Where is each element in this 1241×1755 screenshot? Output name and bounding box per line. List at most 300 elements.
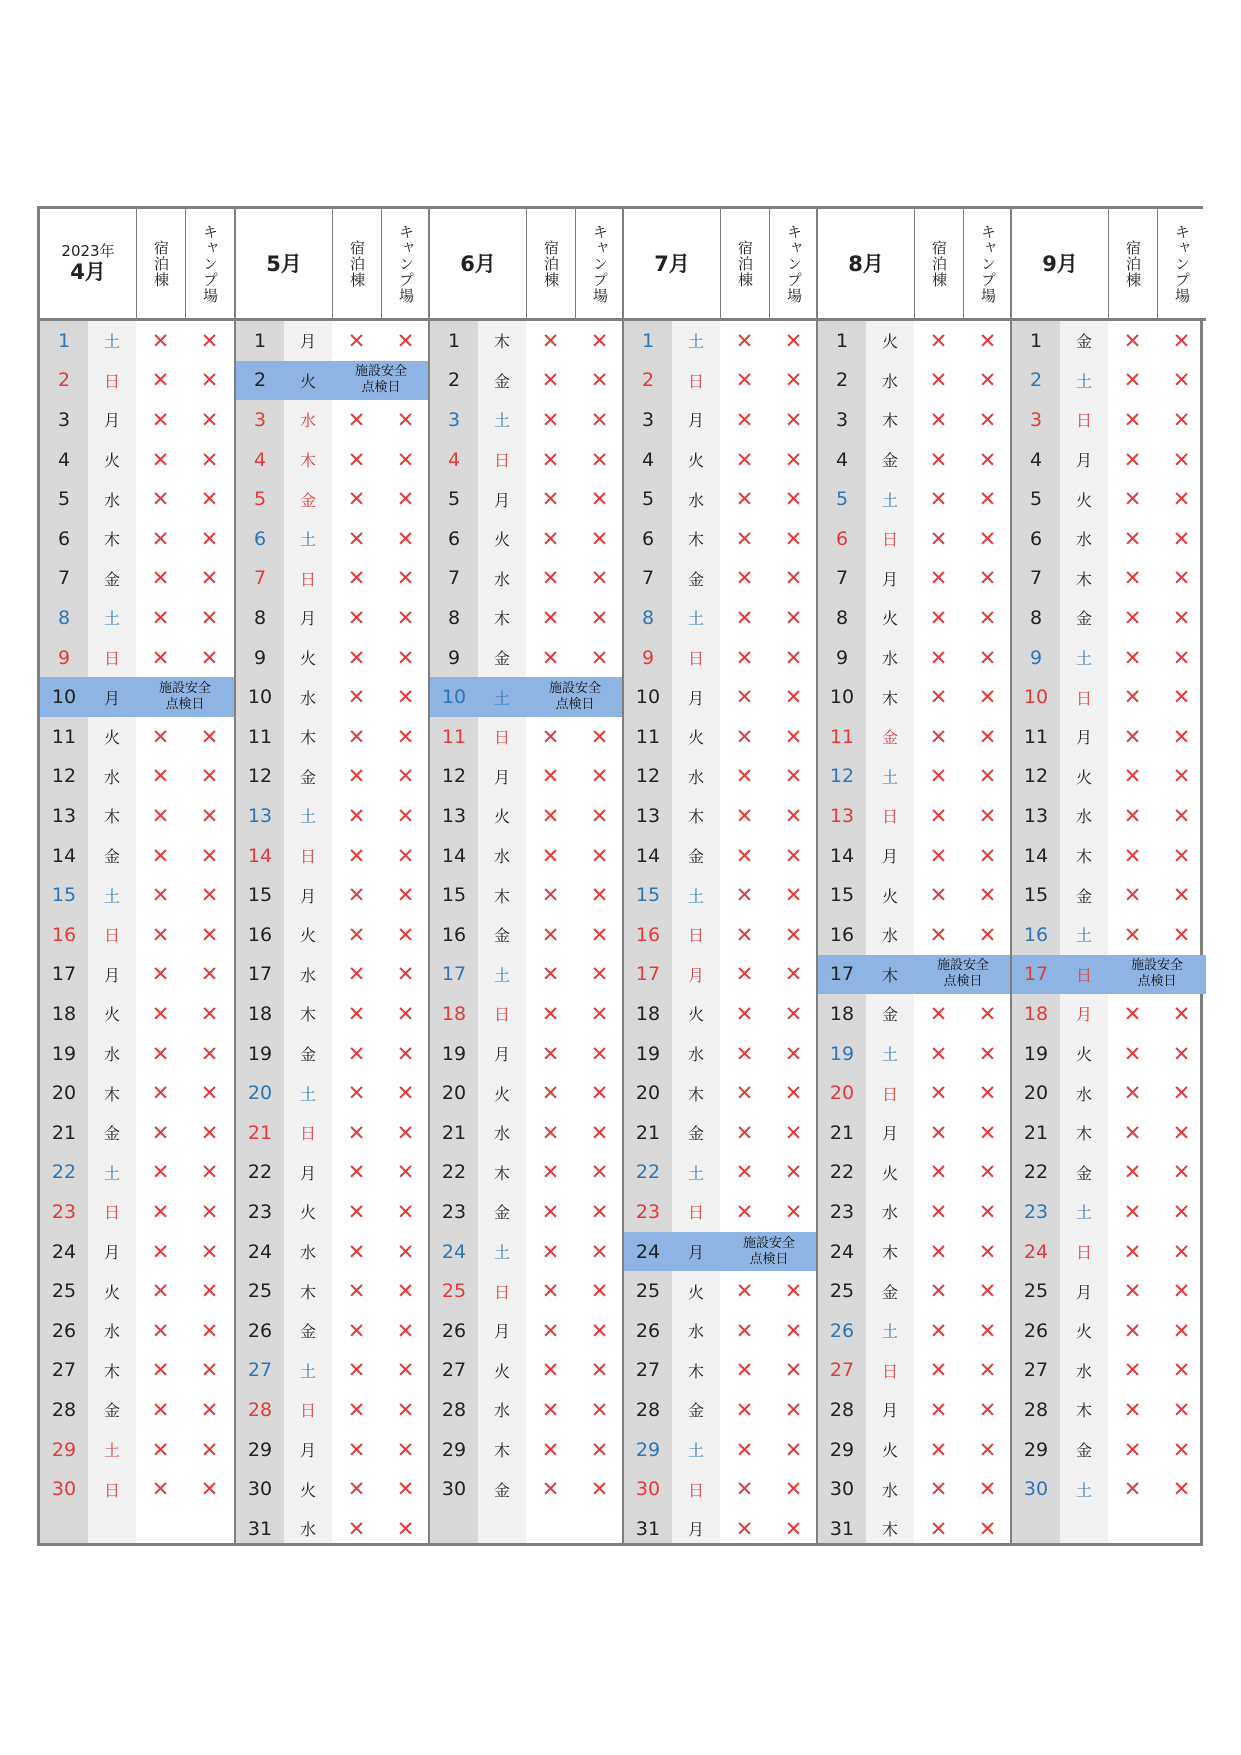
day-row[interactable] — [430, 598, 624, 638]
campsite-closed-mark: ✕ — [396, 1239, 415, 1264]
month-label: 9月 — [1042, 251, 1078, 276]
day-row[interactable] — [624, 440, 818, 480]
day-row[interactable] — [1012, 717, 1206, 757]
day-row[interactable] — [624, 1113, 818, 1153]
day-row[interactable] — [236, 1192, 430, 1232]
campsite-closed-mark: ✕ — [200, 1160, 219, 1185]
date-number: 9 — [641, 646, 655, 669]
day-row[interactable] — [236, 994, 430, 1034]
campsite-closed-mark: ✕ — [978, 1199, 997, 1224]
day-row[interactable] — [624, 1430, 818, 1470]
campsite-closed-mark: ✕ — [396, 1279, 415, 1304]
weekday-label: 水 — [493, 1401, 510, 1421]
day-row[interactable] — [624, 915, 818, 955]
day-row[interactable] — [430, 1073, 624, 1113]
day-row[interactable] — [1012, 519, 1206, 559]
day-row[interactable] — [236, 1153, 430, 1193]
weekday-label: 月 — [687, 688, 704, 708]
day-row[interactable] — [236, 1509, 430, 1549]
inspection-day-row[interactable] — [1012, 955, 1206, 995]
campsite-closed-mark: ✕ — [590, 1397, 609, 1422]
day-row[interactable] — [236, 915, 430, 955]
day-row[interactable] — [624, 519, 818, 559]
day-row[interactable] — [624, 1034, 818, 1074]
campsite-closed-mark: ✕ — [1172, 1477, 1191, 1502]
lodge-closed-mark: ✕ — [541, 487, 560, 512]
day-row[interactable] — [430, 875, 624, 915]
day-row[interactable] — [40, 1390, 234, 1430]
campsite-closed-mark: ✕ — [200, 1397, 219, 1422]
day-row[interactable] — [430, 757, 624, 797]
lodge-closed-mark: ✕ — [929, 487, 948, 512]
day-row[interactable] — [818, 1073, 1012, 1113]
day-row[interactable] — [236, 1430, 430, 1470]
day-row[interactable] — [1012, 1113, 1206, 1153]
inspection-note — [914, 955, 1012, 995]
day-row[interactable] — [430, 1153, 624, 1193]
day-row[interactable] — [818, 479, 1012, 519]
day-row[interactable] — [40, 1192, 234, 1232]
weekday-label: 月 — [881, 1401, 898, 1421]
inspection-day-row[interactable] — [818, 955, 1012, 995]
lodge-closed-mark: ✕ — [735, 1160, 754, 1185]
day-row[interactable] — [1012, 994, 1206, 1034]
campsite-closed-mark: ✕ — [1172, 407, 1191, 432]
day-row[interactable] — [624, 638, 818, 678]
day-row[interactable] — [430, 1271, 624, 1311]
campsite-closed-mark: ✕ — [200, 1239, 219, 1264]
day-row[interactable] — [40, 559, 234, 599]
day-row[interactable] — [236, 1390, 430, 1430]
day-row[interactable] — [1012, 598, 1206, 638]
day-row[interactable] — [430, 717, 624, 757]
weekday-label: 月 — [103, 688, 120, 708]
date-number: 11 — [635, 725, 661, 748]
date-number: 1 — [253, 329, 267, 352]
day-row[interactable] — [1012, 321, 1206, 361]
weekday-label: 月 — [1075, 1282, 1092, 1302]
day-row[interactable] — [430, 519, 624, 559]
day-row[interactable] — [40, 1311, 234, 1351]
campsite-closed-mark: ✕ — [1172, 1279, 1191, 1304]
date-number: 13 — [829, 804, 855, 827]
day-row[interactable] — [430, 955, 624, 995]
day-row[interactable] — [40, 1430, 234, 1470]
day-row[interactable] — [40, 757, 234, 797]
day-row[interactable] — [40, 1351, 234, 1391]
day-row[interactable] — [236, 1351, 430, 1391]
weekday-label: 火 — [103, 451, 120, 471]
day-row[interactable] — [236, 638, 430, 678]
day-row[interactable] — [1012, 1073, 1206, 1113]
day-row[interactable] — [818, 757, 1012, 797]
day-row[interactable] — [1012, 1430, 1206, 1470]
campsite-closed-mark: ✕ — [590, 1001, 609, 1026]
weekday-label: 日 — [493, 1005, 510, 1025]
day-row[interactable] — [1012, 757, 1206, 797]
day-row[interactable] — [624, 559, 818, 599]
weekday-label: 火 — [493, 807, 510, 827]
day-row[interactable] — [1012, 677, 1206, 717]
campsite-closed-mark: ✕ — [784, 1199, 803, 1224]
day-row[interactable] — [818, 1271, 1012, 1311]
day-row[interactable] — [818, 836, 1012, 876]
campsite-closed-mark: ✕ — [784, 1437, 803, 1462]
date-number: 20 — [1023, 1082, 1049, 1105]
date-number: 15 — [829, 884, 855, 907]
day-row[interactable] — [624, 1509, 818, 1549]
day-row[interactable] — [40, 479, 234, 519]
campsite-closed-mark: ✕ — [1172, 922, 1191, 947]
day-row[interactable] — [1012, 836, 1206, 876]
day-row[interactable] — [430, 559, 624, 599]
lodge-closed-mark: ✕ — [735, 764, 754, 789]
inspection-note — [1108, 955, 1206, 995]
day-row[interactable] — [1012, 1192, 1206, 1232]
day-row[interactable] — [624, 1073, 818, 1113]
campsite-closed-mark: ✕ — [1172, 1001, 1191, 1026]
day-row[interactable] — [430, 1232, 624, 1272]
day-row[interactable] — [236, 1469, 430, 1509]
day-row[interactable] — [818, 717, 1012, 757]
day-row[interactable] — [1012, 1351, 1206, 1391]
weekday-label: 火 — [299, 1203, 316, 1223]
day-row[interactable] — [236, 1232, 430, 1272]
day-row[interactable] — [818, 1430, 1012, 1470]
day-row[interactable] — [624, 875, 818, 915]
date-number: 12 — [441, 765, 467, 788]
day-row[interactable] — [624, 955, 818, 995]
campsite-closed-mark: ✕ — [590, 566, 609, 591]
day-row[interactable] — [430, 440, 624, 480]
day-row[interactable] — [624, 717, 818, 757]
day-row[interactable] — [818, 1509, 1012, 1549]
day-row[interactable] — [40, 400, 234, 440]
day-row[interactable] — [818, 1192, 1012, 1232]
day-row[interactable] — [40, 1073, 234, 1113]
day-row[interactable] — [818, 915, 1012, 955]
weekday-label: 木 — [103, 530, 120, 550]
day-row[interactable] — [40, 1271, 234, 1311]
day-row[interactable] — [430, 400, 624, 440]
day-row[interactable] — [40, 1232, 234, 1272]
day-row[interactable] — [430, 1351, 624, 1391]
day-row[interactable] — [624, 796, 818, 836]
day-row[interactable] — [236, 757, 430, 797]
day-row[interactable] — [1012, 638, 1206, 678]
day-row[interactable] — [236, 796, 430, 836]
campsite-closed-mark: ✕ — [590, 962, 609, 987]
day-row[interactable] — [624, 479, 818, 519]
day-row[interactable] — [430, 1469, 624, 1509]
day-row[interactable] — [430, 1192, 624, 1232]
day-row[interactable] — [40, 875, 234, 915]
lodge-closed-mark: ✕ — [541, 883, 560, 908]
lodge-closed-mark: ✕ — [347, 1279, 366, 1304]
day-row[interactable] — [818, 1153, 1012, 1193]
inspection-day-row[interactable] — [624, 1232, 818, 1272]
day-row[interactable] — [430, 1311, 624, 1351]
day-row[interactable] — [40, 440, 234, 480]
campsite-closed-mark: ✕ — [200, 843, 219, 868]
inspection-day-row[interactable] — [430, 677, 624, 717]
day-row[interactable] — [236, 598, 430, 638]
day-row[interactable] — [624, 1311, 818, 1351]
lodge-closed-mark: ✕ — [1123, 645, 1142, 670]
date-number: 29 — [441, 1438, 467, 1461]
weekday-label: 木 — [299, 728, 316, 748]
day-row[interactable] — [818, 1311, 1012, 1351]
day-row[interactable] — [236, 1311, 430, 1351]
date-number: 19 — [829, 1042, 855, 1065]
day-row[interactable] — [818, 559, 1012, 599]
day-row[interactable] — [236, 1073, 430, 1113]
inspection-note-line: 点検日 — [555, 697, 595, 713]
day-row[interactable] — [1012, 1153, 1206, 1193]
day-row[interactable] — [624, 400, 818, 440]
day-row[interactable] — [430, 915, 624, 955]
campsite-header-label: キャンプ場 — [397, 223, 415, 304]
date-number: 20 — [829, 1082, 855, 1105]
weekday-label: 金 — [493, 926, 510, 946]
campsite-closed-mark: ✕ — [396, 1516, 415, 1541]
date-number: 29 — [247, 1438, 273, 1461]
date-number: 25 — [635, 1280, 661, 1303]
campsite-closed-mark: ✕ — [978, 487, 997, 512]
day-row[interactable] — [40, 1113, 234, 1153]
day-row[interactable] — [624, 994, 818, 1034]
day-row[interactable] — [40, 955, 234, 995]
day-row[interactable] — [430, 479, 624, 519]
day-row[interactable] — [818, 796, 1012, 836]
day-row[interactable] — [1012, 361, 1206, 401]
date-number: 16 — [247, 923, 273, 946]
campsite-header-label: キャンプ場 — [979, 223, 997, 304]
weekday-label: 金 — [103, 1401, 120, 1421]
campsite-closed-mark: ✕ — [200, 605, 219, 630]
weekday-label: 月 — [299, 1163, 316, 1183]
campsite-closed-mark: ✕ — [590, 1120, 609, 1145]
day-row[interactable] — [236, 677, 430, 717]
campsite-closed-mark: ✕ — [784, 1160, 803, 1185]
date-number: 27 — [635, 1359, 661, 1382]
lodge-closed-mark: ✕ — [151, 447, 170, 472]
lodge-closed-mark: ✕ — [1123, 1001, 1142, 1026]
day-row[interactable] — [40, 519, 234, 559]
campsite-closed-mark: ✕ — [396, 1318, 415, 1343]
lodge-closed-mark: ✕ — [735, 368, 754, 393]
day-row[interactable] — [236, 955, 430, 995]
lodge-column-header — [332, 209, 381, 318]
day-row[interactable] — [236, 321, 430, 361]
weekday-label: 水 — [881, 371, 898, 391]
lodge-closed-mark: ✕ — [151, 1120, 170, 1145]
day-row[interactable] — [430, 994, 624, 1034]
day-row[interactable] — [818, 1351, 1012, 1391]
day-row[interactable] — [818, 440, 1012, 480]
day-row[interactable] — [818, 677, 1012, 717]
date-number: 4 — [1029, 448, 1043, 471]
day-row[interactable] — [1012, 1311, 1206, 1351]
day-row[interactable] — [624, 836, 818, 876]
day-row[interactable] — [818, 875, 1012, 915]
day-row[interactable] — [624, 1271, 818, 1311]
day-row[interactable] — [40, 994, 234, 1034]
date-number: 22 — [829, 1161, 855, 1184]
day-row[interactable] — [40, 915, 234, 955]
campsite-closed-mark: ✕ — [1172, 487, 1191, 512]
day-row[interactable] — [430, 1430, 624, 1470]
day-row[interactable] — [1012, 796, 1206, 836]
day-row[interactable] — [236, 717, 430, 757]
date-number: 6 — [57, 527, 71, 550]
day-row[interactable] — [40, 836, 234, 876]
day-row[interactable] — [430, 1034, 624, 1074]
day-row[interactable] — [40, 321, 234, 361]
day-row[interactable] — [1012, 400, 1206, 440]
day-row[interactable] — [40, 796, 234, 836]
day-row[interactable] — [624, 757, 818, 797]
campsite-closed-mark: ✕ — [784, 1120, 803, 1145]
day-row[interactable] — [818, 519, 1012, 559]
weekday-label: 金 — [493, 371, 510, 391]
day-row[interactable] — [1012, 1232, 1206, 1272]
day-row[interactable] — [1012, 440, 1206, 480]
day-row[interactable] — [236, 1113, 430, 1153]
weekday-label: 木 — [1075, 569, 1092, 589]
weekday-label: 金 — [1075, 332, 1092, 352]
day-row[interactable] — [236, 1034, 430, 1074]
day-row[interactable] — [624, 1390, 818, 1430]
day-row[interactable] — [430, 836, 624, 876]
day-row[interactable] — [40, 361, 234, 401]
date-number: 21 — [635, 1121, 661, 1144]
day-row[interactable] — [236, 479, 430, 519]
inspection-day-row[interactable] — [40, 677, 234, 717]
date-number: 17 — [829, 963, 855, 986]
day-row[interactable] — [430, 638, 624, 678]
date-number: 23 — [51, 1200, 77, 1223]
day-row[interactable] — [236, 519, 430, 559]
day-row[interactable] — [236, 400, 430, 440]
lodge-closed-mark: ✕ — [347, 922, 366, 947]
lodge-closed-mark: ✕ — [541, 1199, 560, 1224]
day-row[interactable] — [624, 1351, 818, 1391]
campsite-closed-mark: ✕ — [590, 1437, 609, 1462]
day-row[interactable] — [818, 638, 1012, 678]
day-row[interactable] — [1012, 1469, 1206, 1509]
day-row[interactable] — [818, 1034, 1012, 1074]
lodge-closed-mark: ✕ — [347, 566, 366, 591]
weekday-label: 月 — [1075, 451, 1092, 471]
day-row[interactable] — [1012, 915, 1206, 955]
day-row[interactable] — [624, 361, 818, 401]
day-row[interactable] — [430, 1390, 624, 1430]
campsite-closed-mark: ✕ — [200, 1041, 219, 1066]
date-number: 24 — [829, 1240, 855, 1263]
lodge-closed-mark: ✕ — [541, 447, 560, 472]
campsite-closed-mark: ✕ — [784, 724, 803, 749]
day-row[interactable] — [818, 361, 1012, 401]
weekday-label: 金 — [1075, 886, 1092, 906]
weekday-label: 水 — [1075, 1361, 1092, 1381]
day-row[interactable] — [818, 1390, 1012, 1430]
weekday-label: 木 — [687, 807, 704, 827]
date-number: 14 — [1023, 844, 1049, 867]
day-row[interactable] — [236, 875, 430, 915]
day-row[interactable] — [40, 1153, 234, 1193]
date-number: 29 — [635, 1438, 661, 1461]
lodge-closed-mark: ✕ — [929, 883, 948, 908]
lodge-closed-mark: ✕ — [541, 368, 560, 393]
weekday-label: 水 — [1075, 530, 1092, 550]
day-row[interactable] — [430, 321, 624, 361]
day-row[interactable] — [818, 1469, 1012, 1509]
day-row[interactable] — [40, 1469, 234, 1509]
day-row[interactable] — [40, 638, 234, 678]
day-row[interactable] — [818, 1113, 1012, 1153]
day-row[interactable] — [430, 361, 624, 401]
campsite-closed-mark: ✕ — [978, 1477, 997, 1502]
day-row[interactable] — [1012, 875, 1206, 915]
day-row[interactable] — [624, 1469, 818, 1509]
day-row[interactable] — [1012, 479, 1206, 519]
day-row[interactable] — [624, 598, 818, 638]
inspection-day-row[interactable] — [236, 361, 430, 401]
weekday-label: 日 — [687, 926, 704, 946]
day-row[interactable] — [236, 836, 430, 876]
weekday-label: 日 — [103, 926, 120, 946]
campsite-column-header — [575, 209, 624, 318]
lodge-closed-mark: ✕ — [929, 328, 948, 353]
weekday-label: 火 — [1075, 1322, 1092, 1342]
day-row[interactable] — [818, 400, 1012, 440]
day-row[interactable] — [1012, 1390, 1206, 1430]
day-row[interactable] — [40, 717, 234, 757]
day-row[interactable] — [1012, 559, 1206, 599]
inspection-note — [136, 677, 234, 717]
day-row[interactable] — [236, 559, 430, 599]
weekday-label: 火 — [881, 1163, 898, 1183]
weekday-label: 月 — [687, 1243, 704, 1263]
weekday-label: 月 — [103, 1243, 120, 1263]
day-row[interactable] — [624, 677, 818, 717]
day-row[interactable] — [1012, 1271, 1206, 1311]
day-row[interactable] — [430, 796, 624, 836]
month-label: 5月 — [266, 251, 302, 276]
day-row[interactable] — [624, 321, 818, 361]
day-row[interactable] — [40, 598, 234, 638]
day-row[interactable] — [818, 994, 1012, 1034]
lodge-closed-mark: ✕ — [347, 962, 366, 987]
day-row[interactable] — [1012, 1034, 1206, 1074]
date-number: 14 — [247, 844, 273, 867]
day-row[interactable] — [624, 1153, 818, 1193]
campsite-closed-mark: ✕ — [784, 1358, 803, 1383]
day-row[interactable] — [430, 1113, 624, 1153]
day-row[interactable] — [818, 1232, 1012, 1272]
weekday-label: 土 — [881, 767, 898, 787]
inspection-note — [720, 1232, 818, 1272]
day-row[interactable] — [818, 321, 1012, 361]
date-number: 11 — [247, 725, 273, 748]
day-row[interactable] — [624, 1192, 818, 1232]
day-row[interactable] — [236, 1271, 430, 1311]
campsite-closed-mark: ✕ — [1172, 605, 1191, 630]
day-row[interactable] — [236, 440, 430, 480]
day-row[interactable] — [818, 598, 1012, 638]
day-row[interactable] — [40, 1034, 234, 1074]
